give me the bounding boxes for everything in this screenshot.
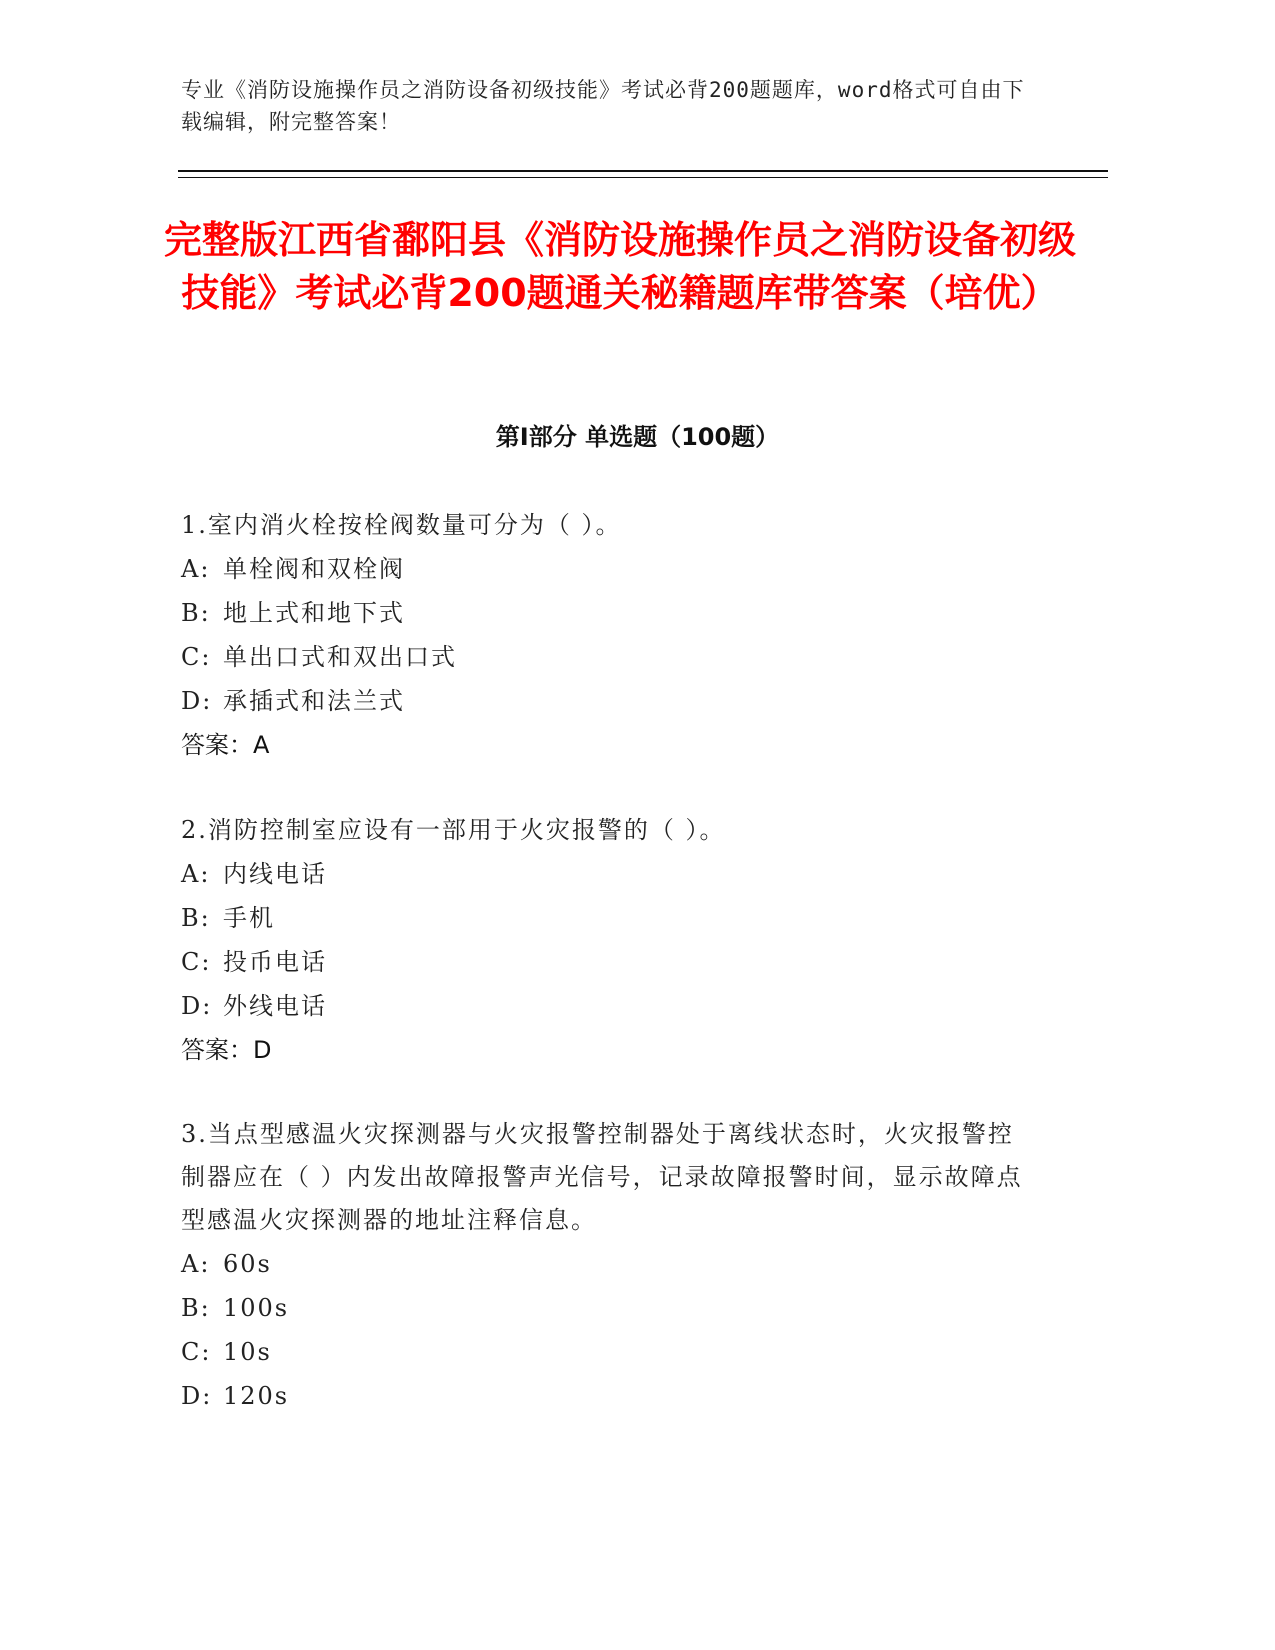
- answer: 答案：A: [181, 731, 270, 759]
- option-key: D:: [181, 687, 213, 715]
- question-stem: 3.当点型感温火灾探测器与火灾报警控制器处于离线状态时，火灾报警控制器应在（ ）内发出故障报警声光信号，记录故障报警时间，显示故障点型感温火灾探测器的地址注释信息。: [181, 1120, 1023, 1234]
- option-c: [181, 635, 1031, 679]
- option-key: D:: [181, 992, 213, 1020]
- question-stem: 1.室内消火栓按栓阀数量可分为（ ）。: [181, 511, 622, 539]
- option-key: D:: [181, 1382, 213, 1410]
- question-2: [181, 808, 1031, 1072]
- option-a: [181, 547, 1031, 591]
- option-text: 100s: [223, 1294, 290, 1322]
- option-text: 内线电话: [223, 860, 327, 888]
- option-text: 承插式和法兰式: [223, 687, 405, 715]
- option-text: 单栓阀和双栓阀: [223, 555, 405, 583]
- option-key: C:: [181, 643, 212, 671]
- option-key: B:: [181, 904, 211, 932]
- answer: 答案：D: [181, 1036, 272, 1064]
- header-note: 专业《消防设施操作员之消防设备初级技能》考试必背200题题库，word格式可自由下载编辑，附完整答案！: [181, 78, 1025, 134]
- option-text: 地上式和地下式: [223, 599, 405, 627]
- question-3: [181, 1113, 1031, 1418]
- option-key: A:: [181, 555, 211, 583]
- option-c: [181, 940, 1031, 984]
- option-d: [181, 679, 1031, 723]
- option-key: A:: [181, 1250, 211, 1278]
- option-key: B:: [181, 1294, 211, 1322]
- header-divider-thin: [178, 177, 1108, 178]
- option-b: [181, 896, 1031, 940]
- option-c: [181, 1330, 1031, 1374]
- option-text: 120s: [223, 1382, 290, 1410]
- option-b: [181, 1286, 1031, 1330]
- option-text: 投币电话: [223, 948, 327, 976]
- option-b: [181, 591, 1031, 635]
- question-stem: 2.消防控制室应设有一部用于火灾报警的（ ）。: [181, 816, 726, 844]
- header-divider-thick: [178, 170, 1108, 172]
- option-a: [181, 852, 1031, 896]
- document-title: 完整版江西省鄱阳县《消防设施操作员之消防设备初级技能》考试必背200题通关秘籍题库带答案（培优）: [163, 218, 1076, 315]
- option-text: 60s: [223, 1250, 272, 1278]
- option-key: C:: [181, 948, 212, 976]
- section-title: 第Ⅰ部分 单选题（100题）: [495, 423, 780, 451]
- option-key: B:: [181, 599, 211, 627]
- option-text: 外线电话: [223, 992, 327, 1020]
- option-text: 10s: [223, 1338, 272, 1366]
- option-d: [181, 1374, 1031, 1418]
- option-d: [181, 984, 1031, 1028]
- option-a: [181, 1242, 1031, 1286]
- question-1: [181, 503, 1031, 767]
- option-text: 手机: [223, 904, 275, 932]
- option-key: C:: [181, 1338, 212, 1366]
- option-text: 单出口式和双出口式: [223, 643, 457, 671]
- option-key: A:: [181, 860, 211, 888]
